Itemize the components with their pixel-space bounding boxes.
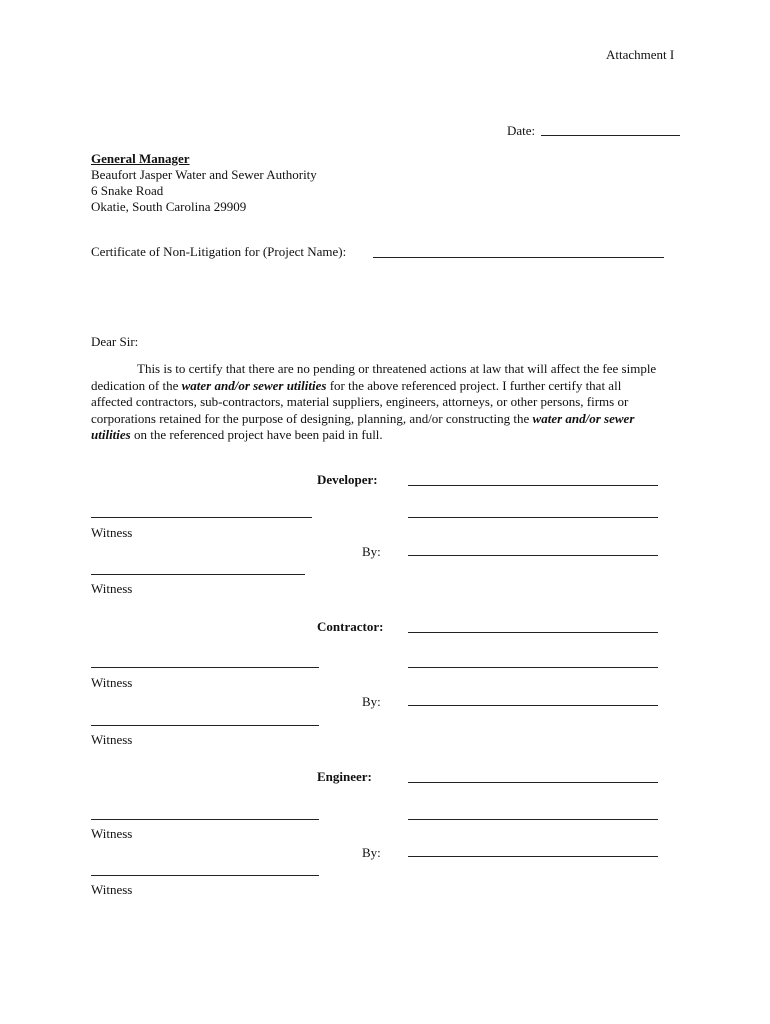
contractor-witness-2-line[interactable] xyxy=(91,725,319,726)
paragraph-text-2: for the above referenced project. I further certify that all affected contractors, sub-contractors, material suppliers, engineers, attorneys, or other persons, firms or corporations retained for the purpose of designing, planning, and/or constructing the xyxy=(91,377,629,426)
contractor-name-line[interactable] xyxy=(408,632,658,633)
developer-label: Developer: xyxy=(317,472,378,487)
developer-name-line[interactable] xyxy=(408,485,658,486)
developer-witness-1-label: Witness xyxy=(91,525,133,540)
paragraph-text-3: on the referenced project have been paid in full. xyxy=(133,427,383,442)
recipient-city: Okatie, South Carolina 29909 xyxy=(91,199,247,214)
engineer-witness-2-line[interactable] xyxy=(91,875,319,876)
developer-signature-line[interactable] xyxy=(408,517,658,518)
contractor-witness-1-line[interactable] xyxy=(91,667,319,668)
date-field[interactable] xyxy=(541,135,680,136)
contractor-witness-1-label: Witness xyxy=(91,675,133,690)
certification-paragraph xyxy=(91,361,666,444)
engineer-label: Engineer: xyxy=(317,769,372,784)
paragraph-emphasis-2: water and/or sewer utilities xyxy=(91,410,635,442)
recipient-title: General Manager xyxy=(91,151,190,166)
salutation: Dear Sir: xyxy=(91,334,139,349)
engineer-witness-1-line[interactable] xyxy=(91,819,319,820)
paragraph-text-1: This is to certify that there are no pending or threatened actions at law that will affect the fee simple dedication of the xyxy=(91,361,657,393)
developer-by-label: By: xyxy=(362,544,381,559)
engineer-witness-2-label: Witness xyxy=(91,882,133,897)
attachment-label: Attachment I xyxy=(606,47,675,62)
engineer-name-line[interactable] xyxy=(408,782,658,783)
engineer-signature-line[interactable] xyxy=(408,819,658,820)
contractor-witness-2-label: Witness xyxy=(91,732,133,747)
engineer-by-label: By: xyxy=(362,845,381,860)
developer-witness-2-label: Witness xyxy=(91,581,133,596)
certificate-title: Certificate of Non-Litigation for (Project Name): xyxy=(91,244,347,259)
developer-witness-1-line[interactable] xyxy=(91,517,312,518)
developer-by-line[interactable] xyxy=(408,555,658,556)
developer-witness-2-line[interactable] xyxy=(91,574,305,575)
recipient-street: 6 Snake Road xyxy=(91,183,164,198)
contractor-label: Contractor: xyxy=(317,619,384,634)
recipient-org: Beaufort Jasper Water and Sewer Authority xyxy=(91,167,317,182)
engineer-by-line[interactable] xyxy=(408,856,658,857)
contractor-by-label: By: xyxy=(362,694,381,709)
paragraph-emphasis-1: water and/or sewer utilities xyxy=(181,377,327,393)
project-name-field[interactable] xyxy=(373,257,664,258)
date-label: Date: xyxy=(507,123,536,138)
engineer-witness-1-label: Witness xyxy=(91,826,133,841)
contractor-signature-line[interactable] xyxy=(408,667,658,668)
contractor-by-line[interactable] xyxy=(408,705,658,706)
